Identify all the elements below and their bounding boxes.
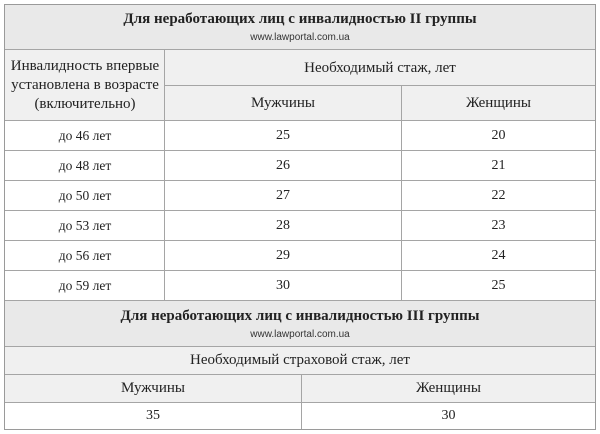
divider bbox=[5, 402, 595, 403]
divider bbox=[5, 346, 595, 347]
row-men-value: 29 bbox=[276, 247, 290, 263]
row-age: до 59 лет bbox=[58, 277, 112, 293]
row-age: до 46 лет bbox=[58, 127, 112, 143]
divider bbox=[165, 85, 595, 86]
divider bbox=[5, 240, 595, 241]
women-column-header: Женщины bbox=[465, 94, 532, 111]
row-women-value: 23 bbox=[491, 217, 506, 233]
section2-title: Для неработающих лиц с инвалидностью III группы bbox=[120, 307, 480, 324]
row-women-value: 20 bbox=[491, 127, 506, 143]
row-men-value: 26 bbox=[276, 157, 290, 173]
section2-site: www.lawportal.com.ua bbox=[250, 328, 350, 340]
divider bbox=[5, 270, 595, 271]
row-women-value: 25 bbox=[491, 277, 506, 293]
divider bbox=[5, 210, 595, 211]
row-men-value: 28 bbox=[276, 217, 290, 233]
row-men-value: 30 bbox=[276, 277, 290, 293]
divider bbox=[5, 120, 595, 121]
row-men-value: 27 bbox=[276, 187, 290, 203]
row-age: до 56 лет bbox=[58, 247, 112, 263]
section2-women-header: Женщины bbox=[415, 380, 482, 396]
row-women-value: 22 bbox=[491, 187, 506, 203]
row-age: до 53 лет bbox=[58, 217, 112, 233]
divider bbox=[401, 85, 402, 300]
row-women-value: 24 bbox=[491, 247, 506, 263]
divider bbox=[301, 374, 302, 429]
divider bbox=[5, 150, 595, 151]
men-column-header: Мужчины bbox=[251, 94, 315, 111]
divider bbox=[5, 180, 595, 181]
row-age: до 50 лет bbox=[58, 187, 112, 203]
required-experience-header: Необходимый стаж, лет bbox=[304, 59, 456, 76]
divider bbox=[5, 374, 595, 375]
age-column-header: Инвалидность впервые установлена в возрасте (включительно) bbox=[10, 57, 160, 112]
divider bbox=[5, 49, 595, 50]
section1-site: www.lawportal.com.ua bbox=[250, 31, 350, 43]
insurance-experience-header: Необходимый страховой стаж, лет bbox=[190, 352, 410, 368]
divider bbox=[164, 49, 165, 300]
section2-men-header: Мужчины bbox=[121, 380, 185, 396]
section2-men-value: 35 bbox=[146, 408, 160, 423]
divider bbox=[5, 300, 595, 301]
pension-table bbox=[4, 4, 596, 430]
section1-title: Для неработающих лиц с инвалидностью II группы bbox=[123, 10, 477, 27]
row-age: до 48 лет bbox=[58, 157, 112, 173]
row-men-value: 25 bbox=[276, 127, 290, 143]
section2-women-value: 30 bbox=[441, 408, 456, 423]
row-women-value: 21 bbox=[491, 157, 506, 173]
